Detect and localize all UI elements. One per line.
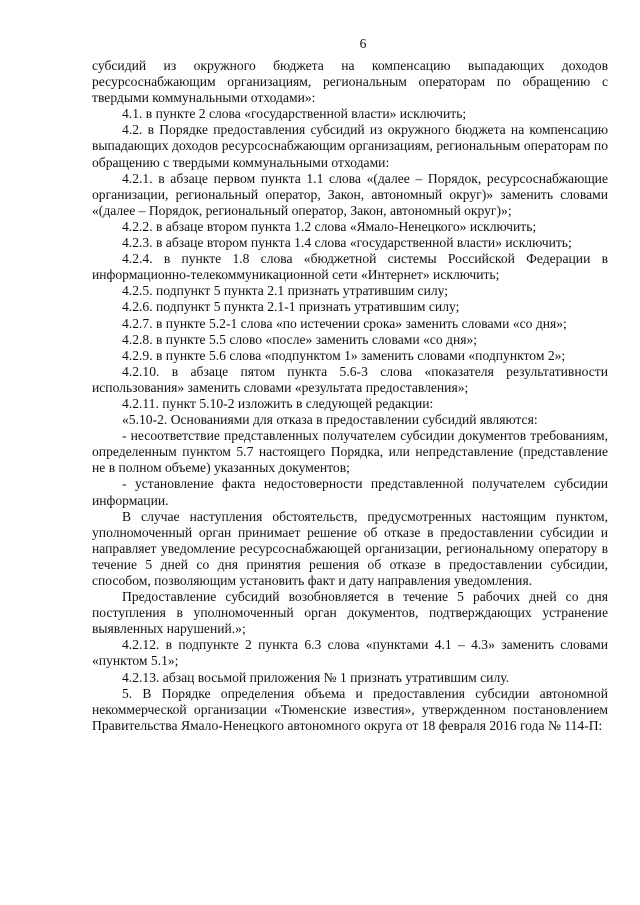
- paragraph: 4.2.1. в абзаце первом пункта 1.1 слова «(далее – Порядок, ресурсоснабжающие организации, региональный оператор, Закон, автономный округ)» заменить словами «(далее – Порядок, региональный оператор, Закон, автономный округ)»;: [92, 170, 608, 218]
- paragraph: «5.10-2. Основаниями для отказа в предоставлении субсидий являются:: [122, 412, 538, 428]
- paragraph: 4.2.7. в пункте 5.2-1 слова «по истечении срока» заменить словами «со дня»;: [122, 315, 567, 331]
- paragraph: Предоставление субсидий возобновляется в течение 5 рабочих дней со дня поступления в уполномоченный орган документов, подтверждающих устранение выявленных нарушений.»;: [92, 589, 608, 637]
- paragraph: 5. В Порядке определения объема и предоставления субсидии автономной некоммерческой организации «Тюменские известия», утвержденном постановлением Правительства Ямало-Ненецкого автономного округа от 18 февраля 2016 года № 114-П:: [92, 685, 608, 733]
- paragraph: 4.2.3. в абзаце втором пункта 1.4 слова «государственной власти» исключить;: [122, 235, 572, 251]
- paragraph: 4.2.5. подпункт 5 пункта 2.1 признать утратившим силу;: [122, 283, 449, 299]
- paragraph: В случае наступления обстоятельств, предусмотренных настоящим пунктом, уполномоченный орган принимает решение об отказе в предоставлении субсидии и направляет уведомление ресурсоснабжающей организации, региональному оператору в течение 5 дней со дня принятия решения об отказе в предоставлении субсидии, способом, позволяющим установить факт и дату направления уведомления.: [92, 508, 608, 588]
- paragraph: 4.2.2. в абзаце втором пункта 1.2 слова «Ямало-Ненецкого» исключить;: [122, 218, 537, 234]
- paragraph: 4.2.11. пункт 5.10-2 изложить в следующей редакции:: [122, 395, 434, 411]
- paragraph: 4.2.6. подпункт 5 пункта 2.1-1 признать утратившим силу;: [122, 299, 460, 315]
- paragraph: 4.2.9. в пункте 5.6 слова «подпунктом 1» заменить словами «подпунктом 2»;: [122, 347, 566, 363]
- paragraph: 4.2.12. в подпункте 2 пункта 6.3 слова «пунктами 4.1 – 4.3» заменить словами «пунктом 5.1»;: [92, 637, 608, 669]
- document-body: [92, 58, 608, 734]
- paragraph: 4.1. в пункте 2 слова «государственной власти» исключить;: [122, 106, 467, 122]
- page-number: 6: [359, 36, 367, 51]
- paragraph: - несоответствие представленных получателем субсидии документов требованиям, определенным пунктом 5.7 настоящего Порядка, или непредставление (представление не в полном объеме) указанных документов;: [92, 428, 608, 476]
- paragraph: 4.2.4. в пункте 1.8 слова «бюджетной системы Российской Федерации в информационно-телекоммуникационной сети «Интернет» исключить;: [92, 251, 608, 283]
- paragraph: - установление факта недостоверности представленной получателем субсидии информации.: [92, 476, 608, 508]
- paragraph: 4.2. в Порядке предоставления субсидий из окружного бюджета на компенсацию выпадающих доходов ресурсоснабжающим организациям, региональным операторам по обращению с твердыми коммунальными отходами:: [92, 122, 608, 170]
- paragraph: 4.2.10. в абзаце пятом пункта 5.6-3 слова «показателя результативности использования» заменить словами «результата предоставления»;: [92, 363, 608, 395]
- paragraph: 4.2.13. абзац восьмой приложения № 1 признать утратившим силу.: [122, 669, 510, 685]
- paragraph: субсидий из окружного бюджета на компенсацию выпадающих доходов ресурсоснабжающим организациям, региональным операторам по обращению с твердыми коммунальными отходами»:: [92, 58, 608, 106]
- paragraph: 4.2.8. в пункте 5.5 слово «после» заменить словами «со дня»;: [122, 331, 478, 347]
